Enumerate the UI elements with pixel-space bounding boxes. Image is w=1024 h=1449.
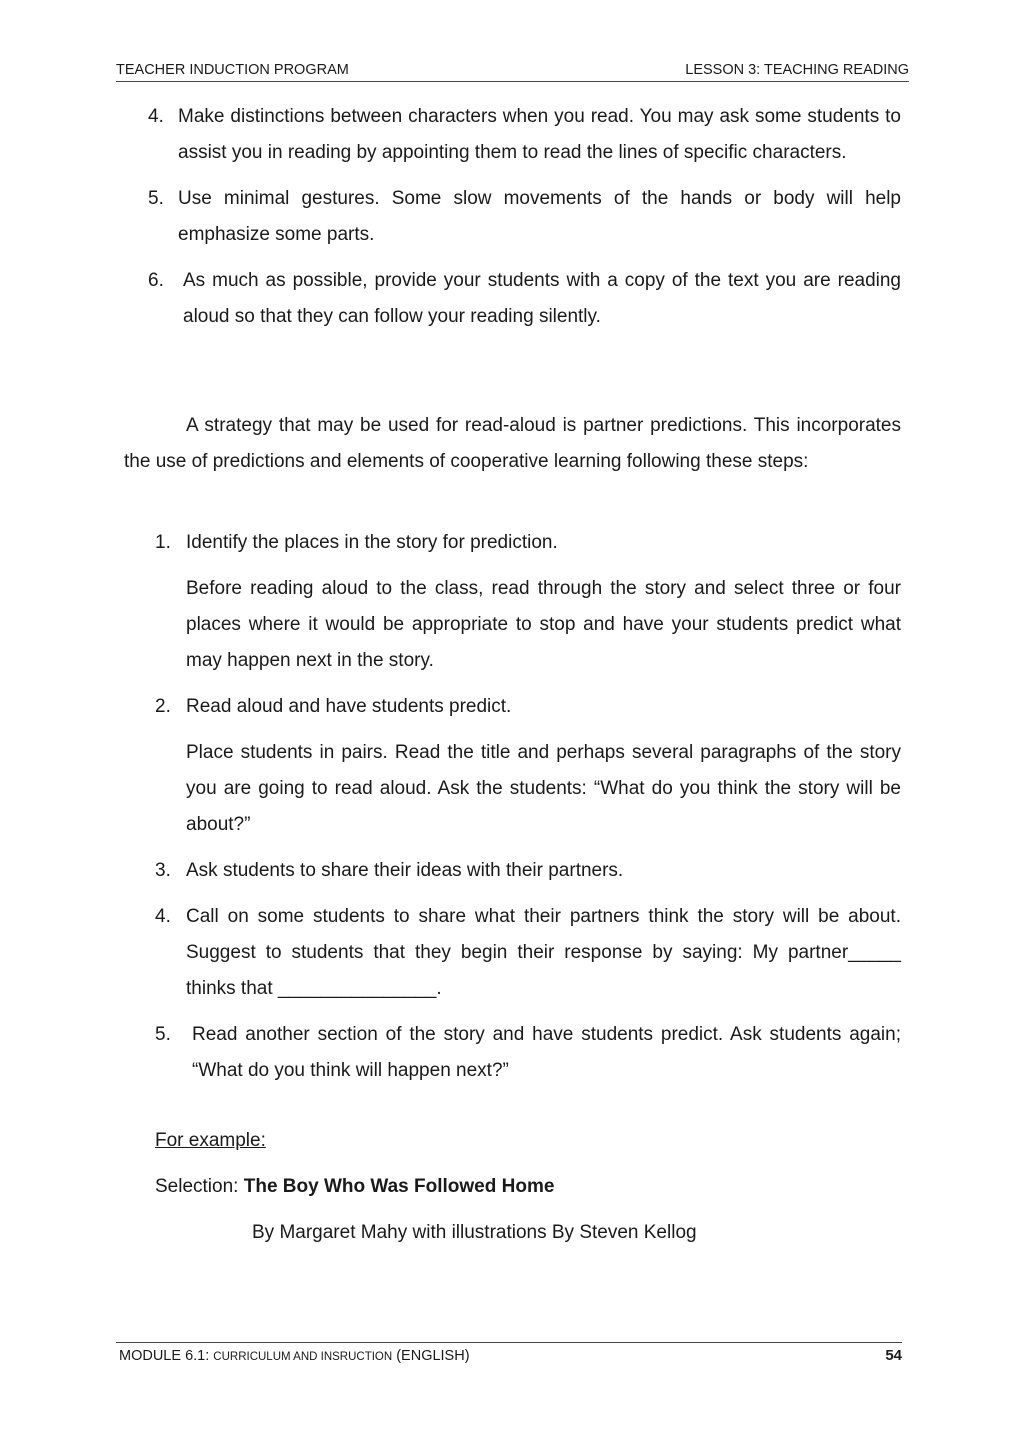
selection-prefix: Selection: xyxy=(155,1176,244,1197)
page-footer xyxy=(116,1342,902,1369)
step-number: 3. xyxy=(155,860,171,881)
step-number: 2. xyxy=(155,696,171,717)
footer-language: (ENGLISH) xyxy=(392,1348,470,1364)
header-program: TEACHER INDUCTION PROGRAM xyxy=(116,62,349,78)
list-number: 4. xyxy=(148,106,164,127)
selection-byline: By Margaret Mahy with illustrations By Steven Kellog xyxy=(252,1222,697,1243)
step-item xyxy=(155,899,901,1007)
page-header xyxy=(116,62,909,82)
step-title: Ask students to share their ideas with their partners. xyxy=(186,860,624,881)
list-number: 5. xyxy=(148,188,164,209)
step-description: Place students in pairs. Read the title and perhaps several paragraphs of the story you are going to read aloud. Ask the students: “What do you think the story will be about?” xyxy=(186,742,901,835)
header-lesson: LESSON 3: TEACHING READING xyxy=(685,62,909,78)
step-title: Call on some students to share what their partners think the story will be about. Suggest to students that they begin their response by saying: My partner_____ thinks that _______________. xyxy=(186,906,901,999)
step-item xyxy=(155,1017,901,1089)
list-item xyxy=(148,263,901,335)
list-text: As much as possible, provide your students with a copy of the text you are reading aloud so that they can follow your reading silently. xyxy=(183,270,901,327)
step-item xyxy=(155,525,901,679)
list-item xyxy=(148,99,901,171)
footer-module-number: MODULE 6.1: xyxy=(119,1348,214,1364)
example-section xyxy=(155,1123,697,1251)
page-number: 54 xyxy=(885,1347,902,1364)
step-number: 4. xyxy=(155,906,171,927)
step-description: Before reading aloud to the class, read through the story and select three or four places where it would be appropriate to stop and have your students predict what may happen next in the story. xyxy=(186,578,901,671)
step-item xyxy=(155,853,901,889)
list-number: 6. xyxy=(148,270,164,291)
footer-course: CURRICULUM AND INSRUCTION xyxy=(213,1351,393,1363)
selection-line xyxy=(155,1169,697,1205)
list-item xyxy=(148,181,901,253)
selection-title: The Boy Who Was Followed Home xyxy=(243,1176,555,1197)
steps-list xyxy=(155,525,901,1099)
strategy-paragraph: A strategy that may be used for read-aloud is partner predictions. This incorporates the use of predictions and elements of cooperative learning following these steps: xyxy=(124,415,901,472)
tips-list xyxy=(148,99,901,345)
step-title: Read aloud and have students predict. xyxy=(186,696,512,717)
list-text: Make distinctions between characters when you read. You may ask some students to assist you in reading by appointing them to read the lines of specific characters. xyxy=(178,106,901,163)
step-item xyxy=(155,689,901,843)
step-number: 5. xyxy=(155,1024,171,1045)
step-title: Identify the places in the story for prediction. xyxy=(186,532,558,553)
list-text: Use minimal gestures. Some slow movements of the hands or body will help emphasize some parts. xyxy=(178,188,901,245)
step-number: 1. xyxy=(155,532,171,553)
step-title: Read another section of the story and have students predict. Ask students again; “What do you think will happen next?” xyxy=(192,1024,901,1081)
footer-module xyxy=(119,1348,470,1364)
example-label: For example: xyxy=(155,1130,266,1151)
